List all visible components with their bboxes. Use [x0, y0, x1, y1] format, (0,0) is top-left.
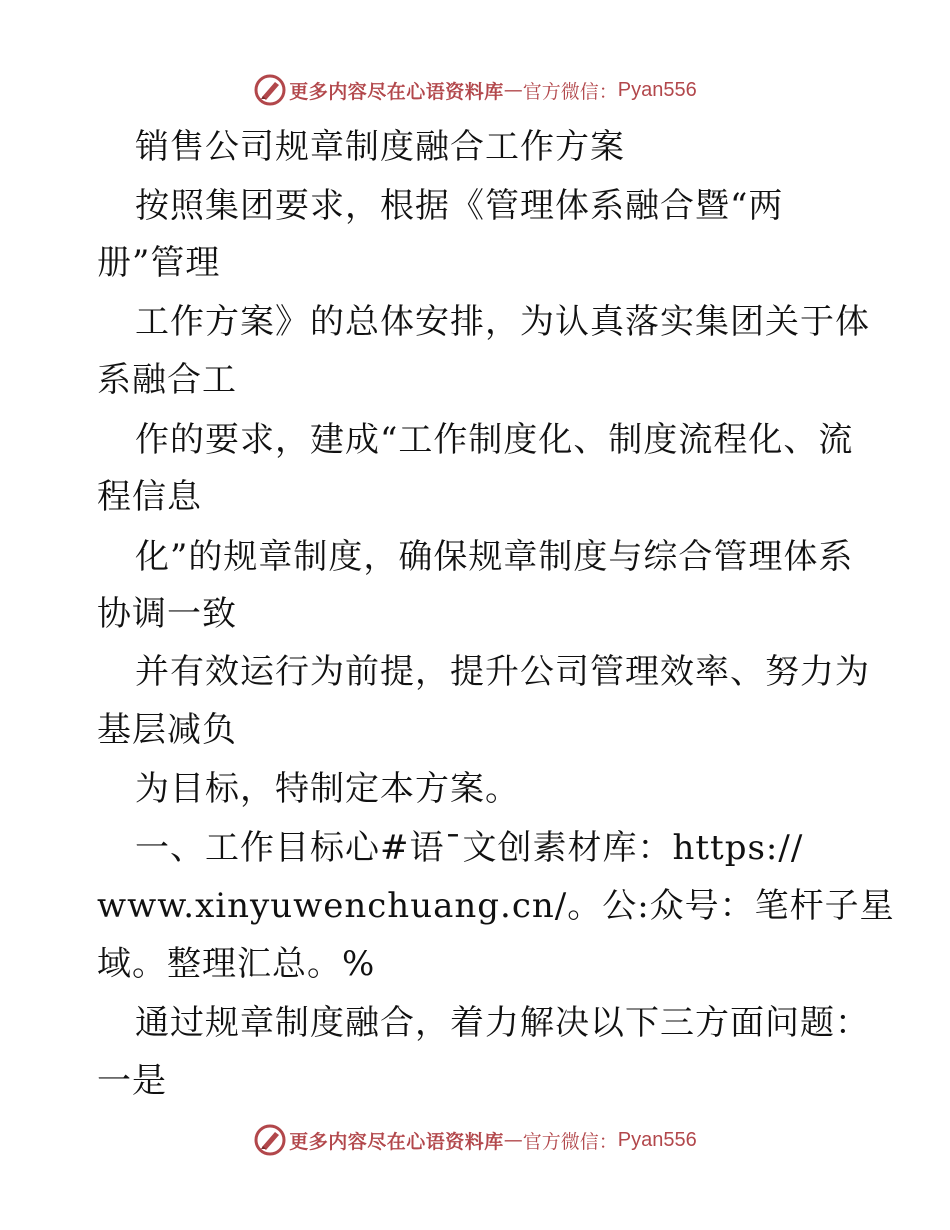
text-line: 为目标，特制定本方案。 — [135, 769, 520, 809]
header-banner — [0, 70, 950, 110]
banner-wechat-id: Pyan556 — [617, 1128, 697, 1151]
text-line: www.xinyuwenchuang.cn/。公:众号：笔杆子星 — [97, 886, 895, 926]
banner-separator: — — [503, 1129, 523, 1151]
banner-wechat-label: 官方微信： — [522, 1130, 618, 1153]
text-line: 一是 — [97, 1061, 167, 1101]
text-line: 册”管理 — [97, 243, 221, 283]
banner-separator: — — [503, 79, 523, 101]
banner-text: 更多内容尽在心语资料库 — [289, 1130, 504, 1153]
text-line: 工作方案》的总体安排，为认真落实集团关于体 — [135, 302, 870, 342]
banner-text: 更多内容尽在心语资料库 — [289, 80, 504, 103]
text-line: 程信息 — [97, 477, 202, 517]
banner-wechat-label: 官方微信： — [522, 80, 618, 103]
section-heading: 一、工作目标心#语¯文创素材库：https:// — [135, 828, 804, 868]
footer-banner — [0, 1120, 950, 1160]
text-line: 通过规章制度融合，着力解决以下三方面问题： — [135, 1003, 870, 1043]
text-line: 按照集团要求，根据《管理体系融合暨“两 — [135, 186, 784, 226]
text-line: 基层减负 — [97, 710, 237, 750]
brand-logo-icon — [253, 1123, 287, 1157]
text-line: 系融合工 — [97, 360, 237, 400]
text-line: 化”的规章制度，确保规章制度与综合管理体系 — [135, 537, 854, 577]
brand-logo-icon — [253, 73, 287, 107]
text-line: 作的要求，建成“工作制度化、制度流程化、流 — [135, 420, 854, 460]
banner-wechat-id: Pyan556 — [617, 78, 697, 101]
text-line: 协调一致 — [97, 594, 237, 634]
document-title: 销售公司规章制度融合工作方案 — [135, 127, 625, 167]
text-line: 并有效运行为前提，提升公司管理效率、努力为 — [135, 652, 870, 692]
text-line: 域。整理汇总。% — [97, 944, 376, 984]
